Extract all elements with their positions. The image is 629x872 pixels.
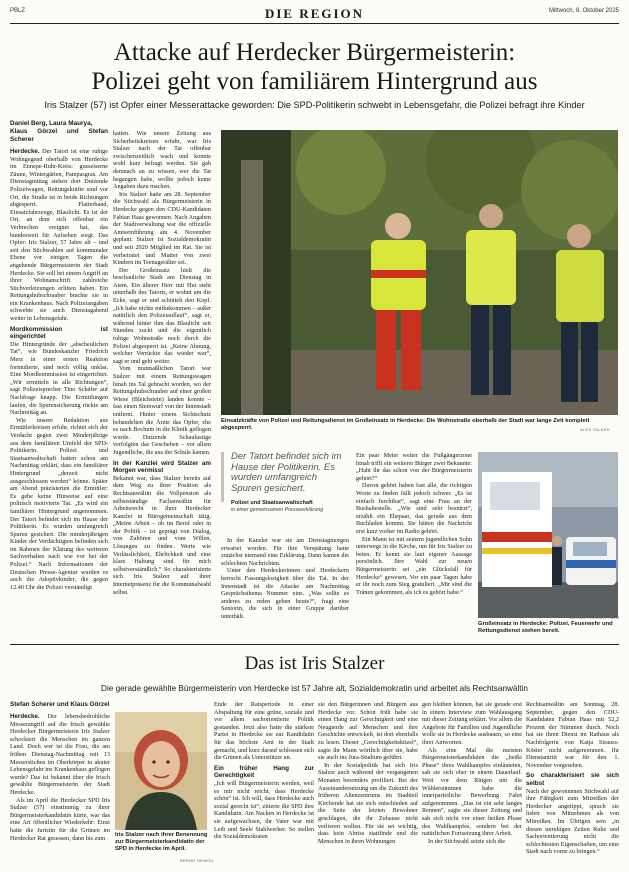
article1-column-3 bbox=[221, 537, 349, 635]
quote-source: Polizei und Staatsanwaltschaft bbox=[231, 500, 313, 506]
article1-column-1 bbox=[10, 120, 108, 635]
main-subhead: Iris Stalzer (57) ist Opfer einer Messerattacke geworden: Die SPD-Politikerin schwebt in Lebensgefahr, die Polizei befragt ihre Kinder bbox=[44, 100, 585, 110]
article1-paragraph: hatten. Wie unsere Zeitung aus Sicherheitskreisen erfuhr, war Iris Stalzer nach der Tat offenbar zwischenzeitlich wach und konnte wohl kurz befragt werden. Sie gab demnach an zu wissen, wer die Tat begangen habe, wollte jedoch keine Angaben dazu machen. bbox=[113, 130, 211, 191]
headline-line-2: Polizei geht von familiärem Hintergrund aus bbox=[91, 68, 538, 95]
page-header bbox=[10, 4, 619, 24]
photo1-caption: Einsatzkräfte von Polizei und Rettungsdienst im Großeinsatz in Herdecke: Die Wohnstraße oberhalb der Stadt war lange Zeit komplett abgesperrt. bbox=[221, 418, 590, 431]
article1-paragraph: Ein Mann ist mit seinem jugendlichen Sohn unterwegs in die Kirche, um für Iris Stalzer zu beten. Er kennt sie laut eigener Aussage persönlich. Ihre Wahl zur neuen Bürgermeisterin sei „ein Glücksfall für Herdecke“ gewesen. Vor ein paar Tagen habe er ihr noch zum Sieg gratuliert. „Mir sind die Tränen gekommen, als ich es gehört habe.“ bbox=[356, 535, 472, 596]
subheading-gerechtigkeit: Ein früher Hang zur Gerechtigkeit bbox=[214, 764, 314, 780]
article2-paragraph: „Ich will Bürgermeisterin werden, weil es mir nicht reicht, dass Herdecke schön“ ist. Ich will, dass Herdecke auch sozial gerecht ist“, zitierte die SPD ihre Kandidatin. Am Nacken in Herdecke ist sie aufgewachsen, ihr Vater war mit Leib und Seele Stahlwerker. So stellen die Sozialdemokraten bbox=[214, 779, 314, 841]
article2-column-3 bbox=[214, 701, 314, 869]
subheading-mordkommission: Mordkommission ist eingerichtet bbox=[10, 325, 108, 341]
portrait-illustration bbox=[115, 712, 207, 830]
article2-paragraph: Rechtsanwältin am Sonntag, 28. September, gegen den CDU-Kandidaten Fabian Haas mit 52,2 Prozent der Stimmen durch. Noch hat sie ihren Dienst im Rathaus als Nachfolgerin von Katja Strauss-Köster nicht aufgenommen. Ihr Dienstantritt war für den 1. November vorgesehen. bbox=[526, 701, 619, 769]
photo-rescue-operation bbox=[221, 130, 618, 415]
dateline: Herdecke. bbox=[10, 713, 40, 720]
vehicles-illustration bbox=[478, 452, 618, 618]
article1-column-2 bbox=[113, 130, 211, 635]
article2-paragraph: In der Sozialpolitik hat sich Iris Stalzer auch während der vergangenen Monaten besonders profiliert. Bei der Auseinandersetzung um die Zukunft des früheren Altenzentrums im Stadtteil Kirchende hat sie sich entschieden auf die Seite der letzten Bewohner geschlagen, die ihr Zuhause nicht verlieren wollen. Für sie sei wichtig, dass kein Abriss stattfinde und die Menschen in ihren Wohnungen bbox=[318, 761, 418, 845]
subheading-charakterisiert: So charakterisiert sie sich selbst bbox=[526, 772, 619, 787]
byline-line-1: Daniel Berg, Laura Maurya, bbox=[10, 120, 93, 127]
article-divider bbox=[10, 644, 619, 645]
article1-paragraph: Wie unsere Redaktion aus Ermittlerkreisen erfuhr, richtet sich der Verdacht gegen zwei Minderjährige aus dem familiären Umfeld der SPD-Politikerin. Polizei und Staatsanwaltschaft hatten schon am Nachmittag erklärt, dass ein familiärer Hintergrund „derzeit nicht ausgeschlossen werden“ könne. Später am Abend präzisierten die Ermittler: Es gehe keine Hinweise auf eine politisch motivierte Tat. „Es wird ein familiärer Hintergrund angenommen. Der Tatort befindet sich im Hause der Politikerin. Es wurden umfangreich Spuren gesichert. Die minderjährigen Kinder der Verdächtigten befinden sich im Rahmen der Klärung des weiteren Sachverhaltes nach wie vor bei der Polizei.“ Nach Informationen der Deutschen Presse-Agentur wurden es auch die Adoptivkinder, die gegen 12.40 Uhr die Polizei verständigt bbox=[10, 416, 108, 591]
photo2-credit: BERND THISSEN / DPA bbox=[570, 615, 620, 620]
section-title: DIE REGION bbox=[264, 6, 365, 21]
article1-paragraph: In der Kanzlei war sie am Dienstagmorgen erwartet worden. Für ihre Verspätung hatte zunächst niemand eine Erklärung. Dann kamen die schlechten Nachrichten. bbox=[221, 537, 349, 567]
article2-paragraph: Nach der gewonnenen Stichwahl auf ihre Fähigkeit zum Mitreißen der Herdecker angetippt, sprach sie lieber von Mitnehmen als von Mitreißen. Im Übrigen sein „in diesen unruhigen Zeiten Ruhe und Sachorientierung nicht die schlechtesten Eigenschaften, um eine Stadt nach vorne zu bringen.“ bbox=[526, 787, 619, 856]
article2-paragraph: gen bleiben können, hat sie gerade erst in einem Interview zum Wahlausgang mit dieser Zeitung erklärt. Vor allem die Angebote für Familien und Jugendliche wolle sie in Herdecke ausbauen, so eine ihrer Antworten. bbox=[422, 701, 522, 746]
article2-column-4 bbox=[318, 701, 418, 869]
article1-paragraph: Davon gehört haben fast alle, die richtigen Worte zu finden fällt jedoch schwer. „Es ist einfach furchtbar“, sagt eine Frau an der Bushaltestelle. „Wie sind sehr bestürzt“, erzählt ein Ehepaar, das gerade aus dem Buchladen kommt. Sie hätten die Nachricht erst kurz vorher im Radio gehört. bbox=[356, 482, 472, 535]
article1-paragraph: Der Großeinsatz hielt die beschauliche Stadt am Dienstag in Atem. Ein älterer Herr mit Hut steht unterhalb des Tatorts, er wohnt um die Ecke, sagt er und schüttelt den Kopf. „Ich habe nichts mitbekommen – außer natürlich den Polizeiauflauf“, sagt er, während hinter ihm das Blaulicht seit Stunden zuckt und die eigentlich ruhige Wohnstraße noch durch die Polizei abgesperrt ist. „Keine Ahnung, welcher Verrückte das wieder war“, sagt er und geht weiter. bbox=[113, 266, 211, 365]
article1-column-4 bbox=[356, 452, 472, 636]
article1-paragraph bbox=[10, 148, 108, 323]
photo-emergency-vehicles bbox=[478, 452, 618, 618]
article2-column-1 bbox=[10, 701, 110, 869]
article2-column-6 bbox=[526, 701, 619, 869]
quote-bar bbox=[221, 452, 224, 502]
article2-column-5 bbox=[422, 701, 522, 869]
article1-paragraph: Vom mutmaßlichen Tatort war Stalzer mit einem Rettungswagen hinab ins Tal gebracht worden, wo der Rettungshubschrauber auf einer großen Wiese (Bleichstein) landen konnte – fast einen Steinwurf von der Innenstadt entfernt. Hinter einem Sichtschutz behandelten die Ärzte das Opfer, ehe es nach Bochum in die Klinik geflogen wurde. Dutzende Schaulustige verfolgten das Geschehen – vor allem Jugendliche, die aus der Schule kamen. bbox=[113, 365, 211, 456]
photo-portrait-iris-stalzer bbox=[115, 712, 207, 830]
section-label: PBLZ bbox=[10, 8, 26, 14]
article2-paragraph: Ende der Ratsperiode in einer Abspaltung für eine grüne, soziale und vor allem sachorientierte Politik gestanden. Jetzt also hatte die stärkste Partei in Herdecke sie zur Kandidatin für das höchste Amt in der Stadt gemacht, und kurz darauf schlossen sich die Grünen als Unterstützer an. bbox=[214, 701, 314, 762]
article1-byline bbox=[10, 120, 108, 144]
subheading-kanzlei: In der Kanzlei wird Stalzer am Morgen vermisst bbox=[113, 459, 211, 475]
photo1-credit: ALEX TALASH bbox=[580, 427, 610, 432]
article2-paragraph bbox=[10, 713, 110, 797]
article2-byline: Stefan Scherer und Klaus Görzel bbox=[10, 701, 110, 708]
paragraph-text: Der lebensbedrohliche Messerangriff auf die frisch gewählte Herdecker Bürgermeisterin Iris Stalzer schockiert die Menschen im ganzen Land. Doch wer ist die Frau, die am frühen Dienstag-Nachmittag mit 13 Messerstichen im Oberkörper in akuter Lebensgefahr ins Krankenhaus geflogen wurde? Das ist bekannt über die frisch gewählte Bürgermeisterin der Stadt Herdecke. bbox=[10, 713, 110, 796]
page-date: Mittwoch, 8. Oktober 2025 bbox=[548, 8, 619, 14]
quote-text: Der Tatort befindet sich im Hause der Politikerin. Es wurden umfangreich Spuren gesichert. bbox=[231, 451, 342, 494]
article1-paragraph: Die Hintergründe der „abscheulichen Tat“, wie Bundeskanzler Friedrich Merz in einer ersten Reaktion formulierte, sind noch völlig unklar. Eine Mordkommission ist eingerichtet. „Wir ermitteln in alle Richtungen“, sagt Polizeisprecher Tino Schäfer auf Nachfrage knapp. Die Ermittlungen laufen, die Spurensicherung rückte am Nachmittag an. bbox=[10, 340, 108, 417]
quote-source-sub: in einer gemeinsamen Presseerklärung bbox=[231, 506, 324, 513]
article1-paragraph: Ein paar Meter weiter die Fußgängerzone hinab trifft ein weiterer Bürger zwei Bekannte: „Habt ihr das schon von der Bürgermeisterin gehört?“ bbox=[356, 452, 472, 482]
article2-paragraph: Als im April die Herdecker SPD Iris Stalzer (57) einstimmig zu ihrer Bürgermeisterkandidatin kürte, war das eine Art öffentlicher Wiederkehr: Einst hatte die Juristin für die Grünen im Herdecker Rat gesessen, dann bis zum bbox=[10, 796, 110, 842]
photo3-credit: BERND HENKEL bbox=[180, 858, 215, 863]
article2-paragraph: In der Stichwahl setzte sich die bbox=[428, 837, 506, 845]
pull-quote bbox=[221, 452, 349, 513]
article2-paragraph: Als eine Mal die meisten Bürgermeisterkandidaten die „heiße Phase“ ihres Wahlkampfes einläuteten, sah sie sich eher in einem Dauerlauf. Weit vor dem Ringen um die Wählerstimmen habe die innerparteiliche Bewerbung Fahrt aufgenommen. „Das ist ein sehr langes Rennen“, sagte sie dieser Zeitung und sah sich nicht vor einer heißen Phase des Wahlkampfes, sondern bei der natürlichen Fortsetzung ihrer Arbeit. bbox=[422, 746, 522, 838]
article2-subhead: Die gerade gewählte Bürgermeisterin von Herdecke ist 57 Jahre alt, Sozialdemokratin und arbeitet als Rechtsanwältin bbox=[101, 684, 528, 693]
headline-line-1: Attacke auf Herdecker Bürgermeisterin: bbox=[113, 39, 516, 66]
photo2-caption: Großeinsatz in Herdecke: Polizei, Feuerwehr und Rettungsdienst stehen bereit. bbox=[478, 621, 613, 634]
article2-headline: Das ist Iris Stalzer bbox=[244, 653, 385, 674]
main-headline bbox=[10, 38, 619, 96]
paragraph-text: Der Tatort ist eine ruhige Wohngegend oberhalb von Herdecke im Ennepe-Ruhr-Kreis: gusseiserne Zäune, Wintergärten, Pampasgras. Am Dienstagmittag stehen dort Dutzende Polizeiwagen, Rettungskräfte sind vor Ort, die Straße ist in beide Richtungen abgesperrt. Flatterband, Einsatzfahrzeuge, Blaulicht. Es ist der Ort, an dem sich offenbar ein Verbrechen ereignet hat, das bundesweit für Aufsehen sorgt. Das Opfer: Iris Stalzer, 57 Jahre alt – und seit den Stichwahlen auf kommunaler Ebene vor einigen Tagen die angehende Bürgermeisterin der Stadt Herdecke. Sie soll bei einem Angriff an ihrer Wohnanschrift zahlreiche Stichverletzungen erlitten haben. Ein Rettungshubschrauber brachte sie in ein Krankenhaus. Nach Polizeiangaben schwebte sie auch Dienstagabend weiter in Lebensgefahr. bbox=[10, 148, 108, 323]
article1-paragraph: Iris Stalzer hatte am 28. September die Stichwahl als Bürgermeisterin in Herdecke gegen den CDU-Kandidaten Fabian Haas gewonnen. Nach Angaben der Stadtverwaltung war die offizielle Amtseinführung am 4. November geplant. Stalzer ist Sozialdemokratin und seit 2020 Mitglied im Rat. Sie ist verheiratet und Mutter von zwei Kindern im Teenagerälter sei. bbox=[113, 190, 211, 267]
rescue-scene-illustration bbox=[221, 130, 618, 415]
photo3-caption: Iris Stalzer nach ihrer Benennung zur Bürgermeisterkandidatin der SPD in Herdecke im April. bbox=[115, 832, 208, 852]
dateline: Herdecke. bbox=[10, 148, 40, 155]
article2-paragraph: sie den Bürgerinnen und Bürgern aus Herdecke vor. Schon früh habe sie einen Hang zur Gerechtigkeit und eine Neugierde auf Menschen und ihre Geschichte entwickelt, ist dort ebenfalls zu lesen. Dieser „Gerechtigkeitskitzel“, sagte ihr Mann wörtlich über sie, habe sie auch ins Jura-Studium geführt. bbox=[318, 701, 418, 762]
article1-paragraph: Unter den Herdeckerinnen und Herdeckern herrscht Fassungslosigkeit über die Tat. In der Innenstadt ist die Attacke am Nachmittag Gesprächsthema Nummer eins. „Was sollte es anderes zu reden geben heute?“, fragt eine Seniorin, die sich in einer Gruppe darüber unterhält. bbox=[221, 567, 349, 620]
article1-paragraph: Bekannt war, dass Stalzer bereits auf dem Weg zu ihrer Position als Rechtsanwältin die Vollpension als selbstständige Fachanwältin für Arbeitsrecht in ihrer Herdecker Kanzlei in Bürogemeinschaft tätig. „Meine Arbeit – ob im Beruf oder in der Politik – ist geprägt von Dialog, von Zuhören und vom Willen, Lösungen zu finden. Werte wie Verlässlichkeit, Ehrlichkeit und eine klare Haltung sind für mich selbstverständlich.“ So charakterisierte sich Iris Stalzer auf ihrer Internetpräsenz für die Kommunalwahl selbst. bbox=[113, 474, 211, 596]
byline-line-2: Klaus Görzel und Stefan Scherer bbox=[10, 128, 108, 143]
